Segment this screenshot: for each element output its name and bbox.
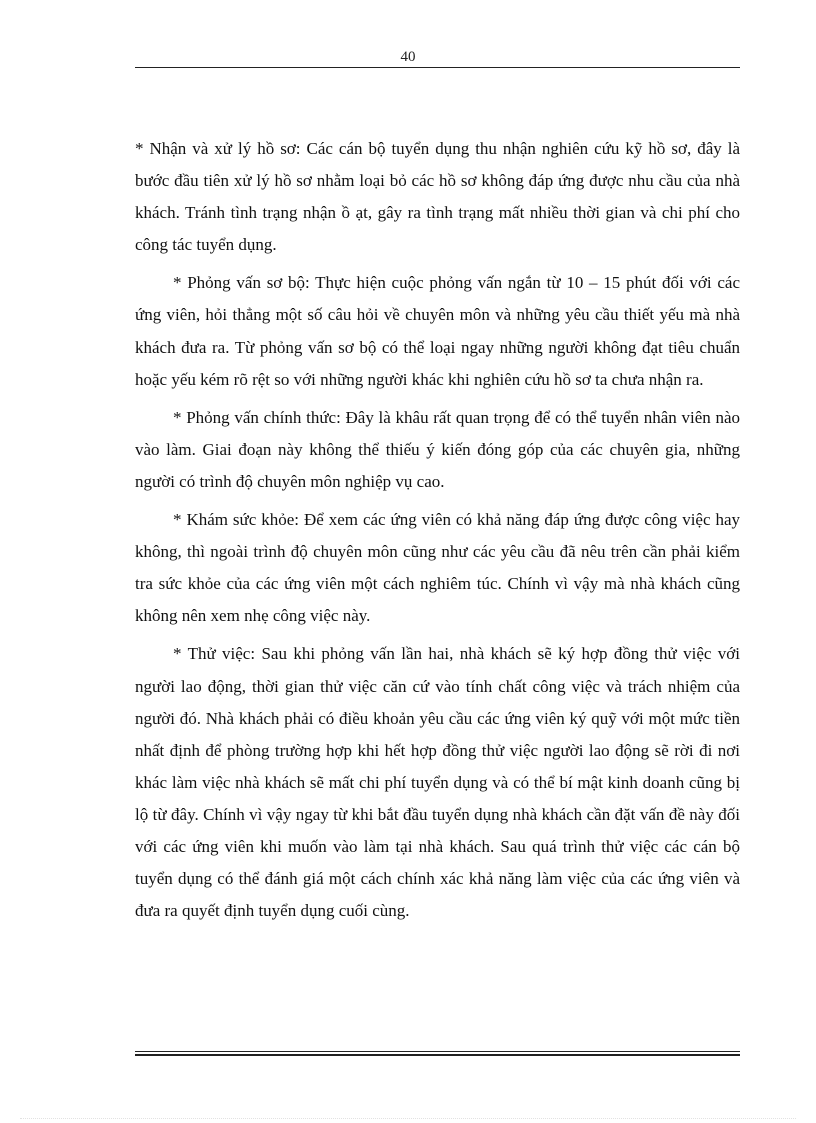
paragraph-thu-viec: * Thử việc: Sau khi phỏng vấn lần hai, nhà khách sẽ ký hợp đồng thử việc với người lao động, thời gian thử việc căn cứ vào tính chất công việc và trách nhiệm của người đó. Nhà khách phải có điều khoản yêu cầu các ứng viên ký quỹ với một mức tiền nhất định để phòng trường hợp khi hết hợp đồng thử việc người lao động sẽ rời đi nơi khác làm việc nhà khách sẽ mất chi phí tuyển dụng và có thể bí mật kinh doanh cũng bị lộ từ đây. Chính vì vậy ngay từ khi bắt đầu tuyển dụng nhà khách cần đặt vấn đề này đối với các ứng viên khi muốn vào làm tại nhà khách. Sau quá trình thử việc các cán bộ tuyển dụng có thể đánh giá một cách chính xác khả năng làm việc của các ứng viên và đưa ra quyết định tuyển dụng cuối cùng.	[135, 644, 740, 921]
paragraph-ho-so: * Nhận và xử lý hồ sơ: Các cán bộ tuyển dụng thu nhận nghiên cứu kỹ hồ sơ, đây là bước đầu tiên xử lý hồ sơ nhằm loại bỏ các hồ sơ không đáp ứng được nhu cầu của nhà khách. Tránh tình trạng nhận ồ ạt, gây ra tình trạng mất nhiều thời gian và chi phí cho công tác tuyển dụng.	[135, 139, 740, 255]
footer-divider-thin	[135, 1051, 740, 1052]
page-edge-dotted-line	[20, 1118, 796, 1119]
header-divider	[135, 67, 740, 68]
paragraph-phong-van-so-bo: * Phỏng vấn sơ bộ: Thực hiện cuộc phỏng vấn ngắn từ 10 – 15 phút đối với các ứng viên, hỏi thẳng một số câu hỏi về chuyên môn và những yêu cầu thiết yếu mà nhà khách đưa ra. Từ phỏng vấn sơ bộ có thể loại ngay những người không đạt tiêu chuẩn hoặc yếu kém rõ rệt so với những người khác khi nghiên cứu hồ sơ ta chưa nhận ra.	[135, 273, 740, 389]
footer-divider-thick	[135, 1054, 740, 1056]
paragraph-kham-suc-khoe: * Khám sức khỏe: Để xem các ứng viên có khả năng đáp ứng được công việc hay không, thì ngoài trình độ chuyên môn cũng như các yêu cầu đã nêu trên cần phải kiểm tra sức khỏe của các ứng viên một cách nghiêm túc. Chính vì vậy mà nhà khách cũng không nên xem nhẹ công việc này.	[135, 510, 740, 626]
document-body	[135, 133, 740, 933]
paragraph-phong-van-chinh-thuc: * Phỏng vấn chính thức: Đây là khâu rất quan trọng để có thể tuyển nhân viên nào vào làm. Giai đoạn này không thể thiếu ý kiến đóng góp của các chuyên gia, những người có trình độ chuyên môn nghiệp vụ cao.	[135, 407, 740, 491]
page-number: 40	[400, 49, 416, 65]
